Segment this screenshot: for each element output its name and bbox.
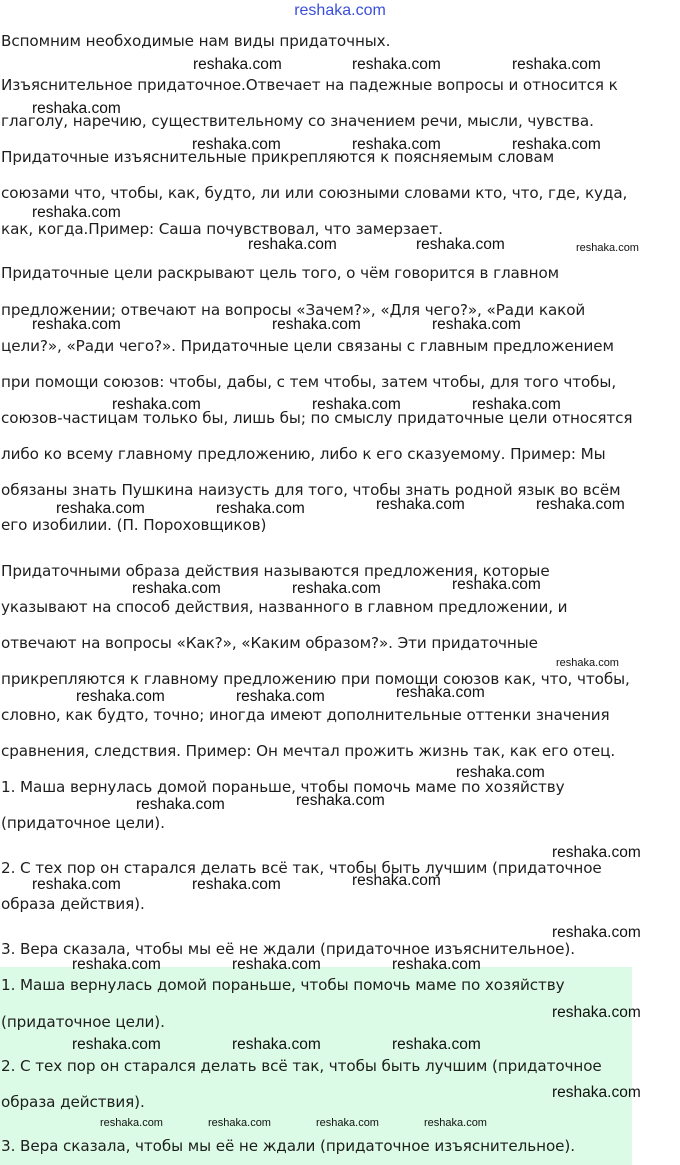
watermark: reshaka.com — [552, 1004, 641, 1021]
watermark: reshaka.com — [232, 956, 321, 973]
watermark: reshaka.com — [396, 684, 485, 701]
text-line: отвечают на вопросы «Как?», «Каким образом?». Эти придаточные — [1, 634, 538, 652]
answer-line: 3. Вера сказала, чтобы мы её не ждали (придаточное изъяснительное). — [1, 1137, 575, 1155]
watermark: reshaka.com — [272, 316, 361, 333]
watermark: reshaka.com — [452, 576, 541, 593]
watermark: reshaka.com — [416, 236, 505, 253]
watermark: reshaka.com — [193, 56, 282, 73]
text-line: его изобилии. (П. Пороховщиков) — [1, 516, 267, 534]
watermark: reshaka.com — [72, 956, 161, 973]
watermark: reshaka.com — [536, 496, 625, 513]
text-line: при помощи союзов: чтобы, дабы, с тем чтобы, затем чтобы, для того чтобы, — [1, 373, 617, 391]
text-line: либо ко всему главному предложению, либо к его сказуемому. Пример: Мы — [1, 445, 606, 463]
answer-line: образа действия). — [1, 1093, 145, 1111]
watermark: reshaka.com — [352, 136, 441, 153]
watermark: reshaka.com — [32, 876, 121, 893]
text-line: Вспомним необходимые нам виды придаточных. — [1, 32, 391, 50]
text-line: Придаточными образа действия называются предложения, которые — [1, 562, 550, 580]
answer-line: (придаточное цели). — [1, 1013, 165, 1031]
text-line: союзами что, чтобы, как, будто, ли или союзными словами кто, что, где, куда, — [1, 184, 628, 202]
watermark: reshaka.com — [232, 1036, 321, 1053]
watermark: reshaka.com — [392, 956, 481, 973]
site-header-link[interactable]: reshaka.com — [294, 2, 386, 19]
watermark: reshaka.com — [556, 657, 619, 669]
watermark: reshaka.com — [352, 872, 441, 889]
watermark: reshaka.com — [248, 236, 337, 253]
text-line: 3. Вера сказала, чтобы мы её не ждали (придаточное изъяснительное). — [1, 940, 575, 958]
watermark: reshaka.com — [552, 844, 641, 861]
watermark: reshaka.com — [432, 316, 521, 333]
text-line: Придаточные изъяснительные прикрепляются к поясняемым словам — [1, 148, 555, 166]
watermark: reshaka.com — [112, 396, 201, 413]
watermark: reshaka.com — [312, 396, 401, 413]
watermark: reshaka.com — [296, 792, 385, 809]
watermark: reshaka.com — [72, 1036, 161, 1053]
text-line: обязаны знать Пушкина наизусть для того, чтобы знать родной язык во всём — [1, 481, 621, 499]
watermark: reshaka.com — [216, 500, 305, 517]
text-line: словно, как будто, точно; иногда имеют дополнительные оттенки значения — [1, 706, 610, 724]
watermark: reshaka.com — [576, 242, 639, 254]
text-line: 2. С тех пор он старался делать всё так, чтобы быть лучшим (придаточное — [1, 859, 602, 877]
watermark: reshaka.com — [352, 56, 441, 73]
watermark: reshaka.com — [192, 136, 281, 153]
watermark: reshaka.com — [392, 1036, 481, 1053]
watermark: reshaka.com — [316, 1117, 379, 1129]
watermark: reshaka.com — [552, 1084, 641, 1101]
text-line: как, когда.Пример: Саша почувствовал, что замерзает. — [1, 220, 443, 238]
watermark: reshaka.com — [192, 876, 281, 893]
watermark: reshaka.com — [552, 924, 641, 941]
text-line: указывают на способ действия, названного в главном предложении, и — [1, 598, 568, 616]
text-line: Изъяснительное придаточное.Отвечает на падежные вопросы и относится к — [1, 76, 618, 94]
watermark: reshaka.com — [512, 136, 601, 153]
watermark: reshaka.com — [32, 316, 121, 333]
text-line: союзов-частицам только бы, лишь бы; по смыслу придаточные цели относятся — [1, 409, 633, 427]
answer-line: 1. Маша вернулась домой пораньше, чтобы помочь маме по хозяйству — [1, 976, 565, 994]
watermark: reshaka.com — [292, 580, 381, 597]
watermark: reshaka.com — [132, 580, 221, 597]
text-line: Придаточные цели раскрывают цель того, о чём говорится в главном — [1, 264, 559, 282]
text-line: образа действия). — [1, 895, 145, 913]
text-line: прикрепляются к главному предложению при помощи союзов как, что, чтобы, — [1, 670, 630, 688]
text-line: глаголу, наречию, существительному со значением речи, мысли, чувства. — [1, 112, 594, 130]
watermark: reshaka.com — [472, 396, 561, 413]
watermark: reshaka.com — [512, 56, 601, 73]
watermark: reshaka.com — [32, 204, 121, 221]
watermark: reshaka.com — [76, 688, 165, 705]
watermark: reshaka.com — [236, 688, 325, 705]
watermark: reshaka.com — [32, 100, 121, 117]
watermark: reshaka.com — [56, 500, 145, 517]
watermark: reshaka.com — [136, 796, 225, 813]
text-line: сравнения, следствия. Пример: Он мечтал прожить жизнь так, как его отец. — [1, 742, 616, 760]
watermark: reshaka.com — [376, 496, 465, 513]
text-line: цели?», «Ради чего?». Придаточные цели связаны с главным предложением — [1, 337, 614, 355]
text-line: 1. Маша вернулась домой пораньше, чтобы помочь маме по хозяйству — [1, 778, 565, 796]
answer-line: 2. С тех пор он старался делать всё так, чтобы быть лучшим (придаточное — [1, 1057, 602, 1075]
watermark: reshaka.com — [208, 1117, 271, 1129]
watermark: reshaka.com — [100, 1117, 163, 1129]
watermark: reshaka.com — [424, 1117, 487, 1129]
watermark: reshaka.com — [456, 764, 545, 781]
text-line: (придаточное цели). — [1, 814, 165, 832]
text-line: предложении; отвечают на вопросы «Зачем?», «Для чего?», «Ради какой — [1, 301, 586, 319]
